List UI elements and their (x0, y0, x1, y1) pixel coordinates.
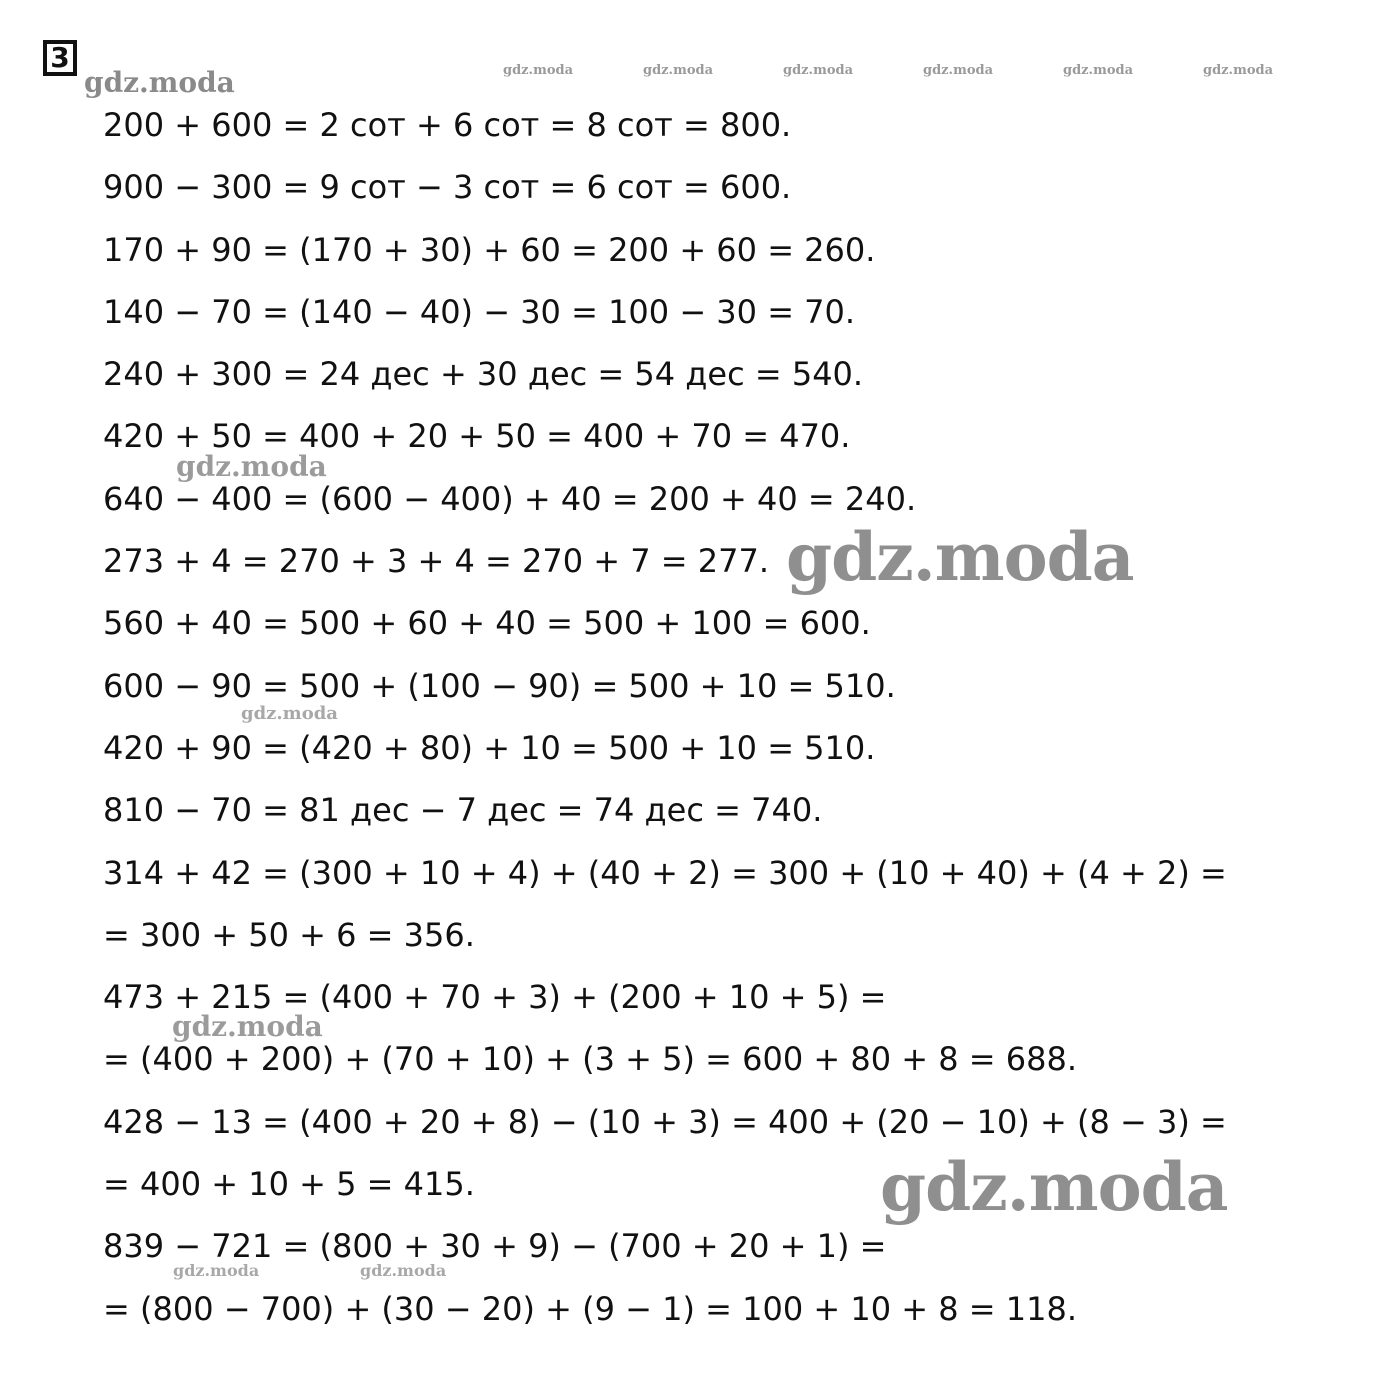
equation-line: 420 + 50 = 400 + 20 + 50 = 400 + 70 = 470. (103, 417, 851, 456)
equation-line: 170 + 90 = (170 + 30) + 60 = 200 + 60 = 260. (103, 230, 876, 269)
equation-line: 314 + 42 = (300 + 10 + 4) + (40 + 2) = 300 + (10 + 40) + (4 + 2) = (103, 853, 1227, 892)
equation-line: 140 − 70 = (140 − 40) − 30 = 100 − 30 = 70. (103, 292, 856, 331)
equation-line: 900 − 300 = 9 сот − 3 сот = 6 сот = 600. (103, 168, 792, 207)
watermark: gdz.moda (1203, 63, 1274, 78)
watermark: gdz.moda (84, 66, 235, 99)
equation-line: = 300 + 50 + 6 = 356. (103, 915, 475, 954)
equation-line: = (800 − 700) + (30 − 20) + (9 − 1) = 100 + 10 + 8 = 118. (103, 1289, 1078, 1328)
watermark: gdz.moda (503, 63, 574, 78)
equation-line: 240 + 300 = 24 дес + 30 дес = 54 дес = 540. (103, 355, 864, 394)
watermark: gdz.moda (176, 450, 327, 483)
equation-line: 839 − 721 = (800 + 30 + 9) − (700 + 20 + 1) = (103, 1227, 887, 1266)
equation-line: 473 + 215 = (400 + 70 + 3) + (200 + 10 + 5) = (103, 978, 887, 1017)
equation-line: 810 − 70 = 81 дес − 7 дес = 74 дес = 740. (103, 791, 823, 830)
equation-line: 273 + 4 = 270 + 3 + 4 = 270 + 7 = 277. (103, 542, 770, 581)
equation-line: 200 + 600 = 2 сот + 6 сот = 8 сот = 800. (103, 106, 792, 144)
watermark: gdz.moda (786, 518, 1134, 596)
watermark: gdz.moda (783, 63, 854, 78)
equation-line: 560 + 40 = 500 + 60 + 40 = 500 + 100 = 600. (103, 604, 871, 643)
watermark: gdz.moda (643, 63, 714, 78)
watermark: gdz.moda (172, 1010, 323, 1043)
watermark: gdz.moda (923, 63, 994, 78)
equation-line: = 400 + 10 + 5 = 415. (103, 1165, 475, 1204)
equation-line: 600 − 90 = 500 + (100 − 90) = 500 + 10 = 510. (103, 666, 896, 705)
watermark: gdz.moda (173, 1261, 260, 1280)
equation-line: = (400 + 200) + (70 + 10) + (3 + 5) = 600 + 80 + 8 = 688. (103, 1040, 1078, 1079)
watermark: gdz.moda (880, 1148, 1228, 1226)
equation-line: 640 − 400 = (600 − 400) + 40 = 200 + 40 = 240. (103, 479, 917, 518)
watermark: gdz.moda (241, 703, 338, 724)
watermark: gdz.moda (360, 1261, 447, 1280)
solution-lines (103, 103, 1227, 1349)
equation-line: 420 + 90 = (420 + 80) + 10 = 500 + 10 = 510. (103, 728, 876, 767)
equation-line: 428 − 13 = (400 + 20 + 8) − (10 + 3) = 400 + (20 − 10) + (8 − 3) = (103, 1102, 1227, 1141)
watermark: gdz.moda (1063, 63, 1134, 78)
task-number-box: 3 (43, 40, 77, 76)
